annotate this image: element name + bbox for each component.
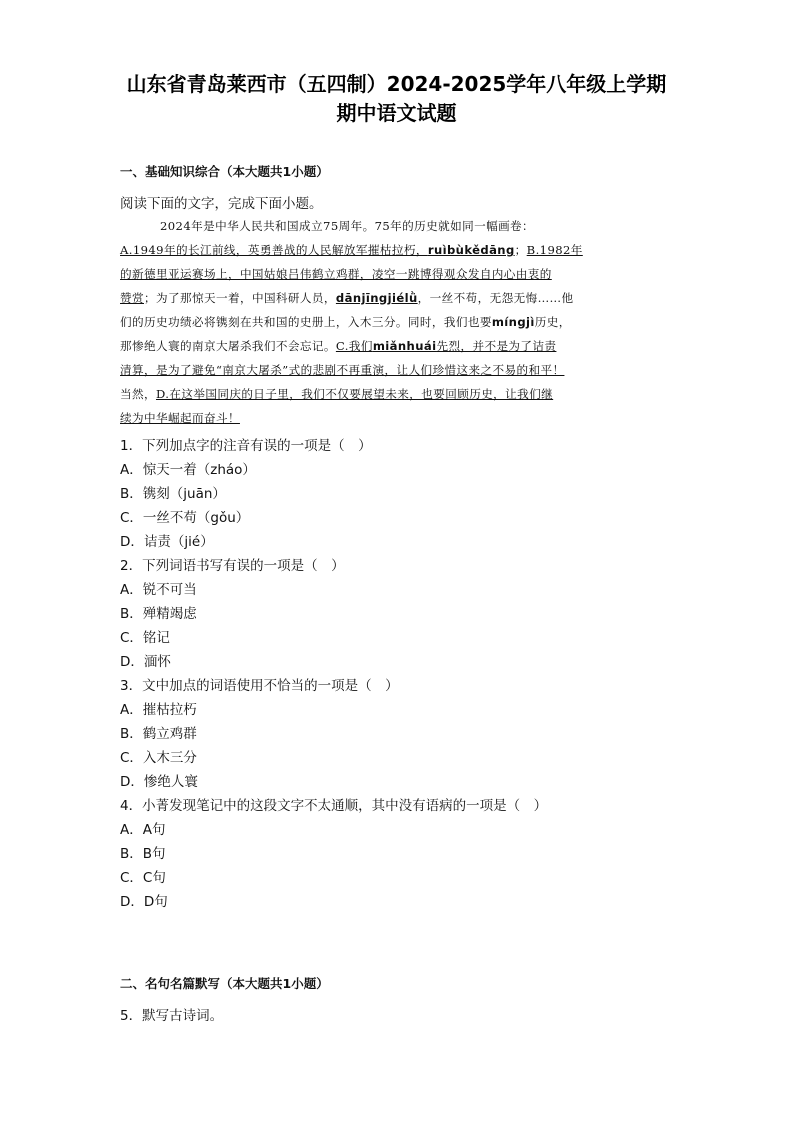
sentence-c: C.我们: [335, 339, 373, 353]
passage-line-1: 2024年是中华人民共和国成立75周年。75年的历史就如同一幅画卷：: [160, 219, 535, 233]
question-2-option-a: A．锐不可当: [120, 582, 197, 598]
question-3-option-b: B．鹤立鸡群: [120, 726, 197, 742]
pinyin-ruibukedang: ruìbùkědāng: [427, 243, 515, 257]
pinyin-mingji: míngjì: [491, 315, 535, 329]
section1-heading: 一、基础知识综合（本大题共1小题）: [120, 164, 329, 179]
passage-line-4: 赞赏；为了那惊天一着，中国科研人员，dānjīngjiélǜ，一丝不苟，无怨无悔……他: [120, 291, 574, 305]
question-3-stem: 3．文中加点的词语使用不恰当的一项是（ ）: [120, 678, 399, 694]
sentence-b: B.1982年: [526, 243, 583, 257]
question-4-option-c: C．C句: [120, 870, 166, 886]
question-1-option-b: B．镌刻（juān）: [120, 486, 226, 502]
passage-line-7: 清算，是为了避免“南京大屠杀”式的悲剧不再重演，让人们珍惜这来之不易的和平！: [120, 363, 565, 377]
passage-line-6: 那惨绝人寰的南京大屠杀我们不会忘记。C.我们miǎnhuái先烈，并不是为了诘责: [120, 339, 557, 353]
question-1-option-c: C．一丝不苟（gǒu）: [120, 510, 250, 526]
section1-instruction: 阅读下面的文字，完成下面小题。: [120, 196, 323, 212]
question-1-stem: 1．下列加点字的注音有误的一项是（ ）: [120, 438, 372, 454]
section2-heading: 二、名句名篇默写（本大题共1小题）: [120, 976, 329, 991]
question-2-option-d: D．湎怀: [120, 654, 171, 670]
question-3-option-a: A．摧枯拉朽: [120, 702, 197, 718]
exam-title-line1: 山东省青岛莱西市（五四制）2024-2025学年八年级上学期: [126, 72, 667, 96]
question-4-option-d: D．D句: [120, 894, 168, 910]
question-4-option-a: A．A句: [120, 822, 166, 838]
passage-line-2: A.1949年的长江前线，英勇善战的人民解放军摧枯拉朽，ruìbùkědāng；B.1982年: [120, 243, 583, 257]
question-2-option-c: C．铭记: [120, 630, 170, 646]
question-1-option-d: D．诘责（jié）: [120, 534, 214, 550]
question-3-option-c: C．入木三分: [120, 750, 197, 766]
passage-line-8: 当然，D.在这举国同庆的日子里，我们不仅要展望未来，也要回顾历史，让我们继: [120, 387, 554, 401]
question-2-option-b: B．殚精竭虑: [120, 606, 197, 622]
passage-line-3: 的新德里亚运赛场上，中国姑娘吕伟鹤立鸡群，凌空一跳博得观众发自内心由衷的: [120, 267, 552, 281]
question-1-option-a: A．惊天一着（zháo）: [120, 462, 256, 478]
pinyin-danjingjielv: dānjīngjiélǜ: [335, 291, 418, 305]
question-2-stem: 2．下列词语书写有误的一项是（ ）: [120, 558, 345, 574]
question-4-stem: 4．小菁发现笔记中的这段文字不太通顺，其中没有语病的一项是（ ）: [120, 798, 548, 814]
pinyin-mianhuai: miǎnhuái: [372, 339, 437, 353]
sentence-a: A.1949年的长江前线，英勇善战的人民解放军摧枯拉朽，: [120, 243, 428, 257]
sentence-d: D.在这举国同庆的日子里，我们不仅要展望未来，也要回顾历史，让我们继: [155, 387, 554, 401]
passage-line-9: 续为中华崛起而奋斗！: [120, 411, 240, 425]
exam-title-line2: 期中语文试题: [336, 101, 457, 125]
question-4-option-b: B．B句: [120, 846, 166, 862]
passage-line-5: 们的历史功绩必将镌刻在共和国的史册上，入木三分。同时，我们也要míngjì历史，: [120, 315, 571, 329]
question-5-stem: 5．默写古诗词。: [120, 1008, 224, 1024]
question-3-option-d: D．惨绝人寰: [120, 774, 198, 790]
